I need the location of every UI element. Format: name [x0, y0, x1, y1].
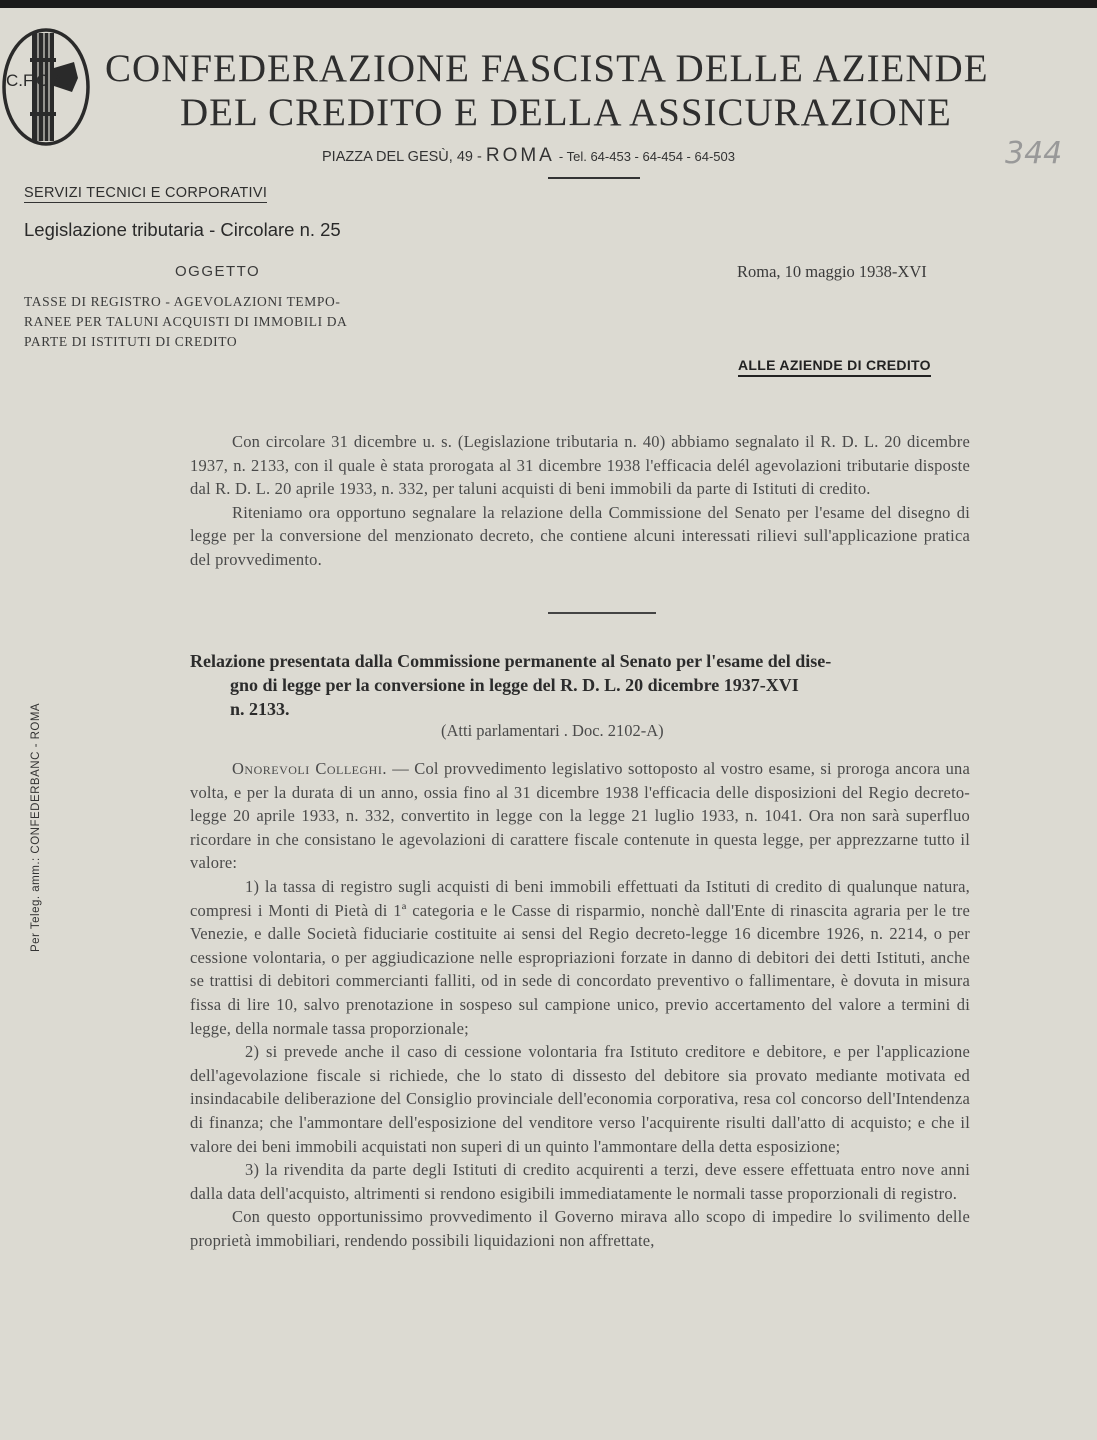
relazione-title-line: gno di legge per la conversione in legge del R. D. L. 20 dicembre 1937-XVI	[230, 675, 799, 695]
address-city: ROMA	[485, 145, 555, 166]
relazione-title-line: Relazione presentata dalla Commissione permanente al Senato per l'esame del dise-	[190, 651, 832, 671]
relazione-paragraph-1	[190, 757, 970, 875]
relazione-paragraph-last: Con questo opportunissimo provvedimento il Governo mirava allo scopo di impedire lo svilimento delle proprietà immobiliari, rendendo possibili liquidazioni non affrettate,	[190, 1207, 970, 1250]
header-line-1: CONFEDERAZIONE FASCISTA DELLE AZIENDE	[105, 47, 989, 90]
paragraph-text: — Col provvedimento legislativo sottoposto al vostro esame, si proroga ancora una volta, e per la durata di un anno, ossia fino al 31 dicembre 1938 l'efficacia delle disposizioni del Regio decreto-legge 20 aprile 1933, n. 332, convertito in legge con la legge 21 luglio 1933, n. 1041. Ora non sarà superfluo ricordare in che consistano le agevolazioni di carattere fiscale contenute in questa legge, per apprezzarne tutto il valore:	[190, 759, 971, 873]
recipient-line: ALLE AZIENDE DI CREDITO	[738, 357, 931, 377]
fasces-emblem-icon	[2, 28, 90, 146]
relazione-title-line: n. 2133.	[230, 699, 290, 719]
address-divider	[548, 177, 640, 179]
intro-section	[190, 430, 970, 572]
logo-text: C.F.C.A.	[6, 71, 70, 90]
address-telephone: - Tel. 64-453 - 64-454 - 64-503	[558, 149, 735, 164]
list-item-2: 2) si prevede anche il caso di cessione volontaria fra Istituto creditore e debitore, e per l'applicazione dell'agevolazione fiscale si richiede, che lo stato di dissesto del debitore sia provato mediante motivata ed insindacabile deliberazione del Consiglio provinciale dell'economia corporativa, resa col concorso dell'Intendenza di finanza; che l'ammontare dell'esposizione del venditore verso l'acquirente risulti dall'atto di acquisto; e che il valore dei beni immobili acquistati non superi di un quinto l'ammontare della detta esposizione;	[190, 1042, 970, 1156]
subject-label: OGGETTO	[175, 263, 261, 280]
list-item-1: 1) la tassa di registro sugli acquisti di beni immobili effettuati da Istituti di credito di qualunque natura, compresi i Monti di Pietà di 1ª categoria e le Casse di risparmio, nonchè dall'Ente di rinascita agraria per le tre Venezie, e dalle Società fiduciarie costituite ai sensi del Regio decreto-legge 16 dicembre 1926, n. 2214, o per cessione volontaria, o per aggiudicazione nelle espropriazioni forzate in danno di debitori dei detti Istituti, anche se trattisi di debitori commercianti falliti, od in sede di concordato preventivo o fallimentare, è dovuta in misura fissa di lire 10, salvo prenotazione in sospeso sul campione unico, previo accertamento del valore a termini di legge, della normale tassa proporzionale;	[190, 876, 970, 1038]
relazione-body	[190, 757, 970, 1252]
atti-reference: (Atti parlamentari . Doc. 2102-A)	[441, 721, 664, 740]
intro-paragraph-2: Riteniamo ora opportuno segnalare la relazione della Commissione del Senato per l'esame del disegno di legge per la conversione del menzionato decreto, che contiene alcuni interessati rilievi sull'applicazione pratica del provvedimento.	[190, 502, 970, 569]
address-line	[322, 145, 735, 167]
handwritten-number: 344	[1005, 136, 1063, 171]
telegraph-address: Per Teleg. amm.: CONFEDERBANC - ROMA	[30, 702, 42, 952]
header-line-2: DEL CREDITO E DELLA ASSICURAZIONE	[180, 91, 952, 134]
subject-line: TASSE DI REGISTRO - AGEVOLAZIONI TEMPO-	[24, 294, 341, 309]
scan-top-edge	[0, 0, 1097, 8]
confederation-logo	[2, 28, 90, 146]
subject-block	[24, 292, 434, 352]
document-date: Roma, 10 maggio 1938-XVI	[737, 262, 927, 281]
section-divider	[548, 612, 656, 614]
address-street: PIAZZA DEL GESÙ, 49 -	[322, 149, 482, 165]
subject-line: PARTE DI ISTITUTI DI CREDITO	[24, 334, 238, 349]
intro-paragraph-1: Con circolare 31 dicembre u. s. (Legislazione tributaria n. 40) abbiamo segnalato il R. D. L. 20 dicembre 1937, n. 2133, con il quale è stata prorogata al 31 dicembre 1938 l'efficacia delél agevolazioni tributarie disposte dal R. D. L. 20 aprile 1933, n. 332, per taluni acquisti di beni immobili da parte di Istituti di credito.	[190, 432, 970, 499]
department-label: SERVIZI TECNICI E CORPORATIVI	[24, 185, 268, 201]
list-item-3: 3) la rivendita da parte degli Istituti di credito acquirenti a terzi, deve essere effettuata entro nove anni dalla data dell'acquisto, altrimenti si rendono esigibili immediatamente le normali tasse proporzionali di registro.	[190, 1160, 970, 1203]
salutation: Onorevoli Colleghi.	[232, 759, 387, 778]
circular-number: Legislazione tributaria - Circolare n. 25	[24, 219, 341, 240]
relazione-title	[190, 649, 970, 721]
subject-line: RANEE PER TALUNI ACQUISTI DI IMMOBILI DA	[24, 314, 348, 329]
